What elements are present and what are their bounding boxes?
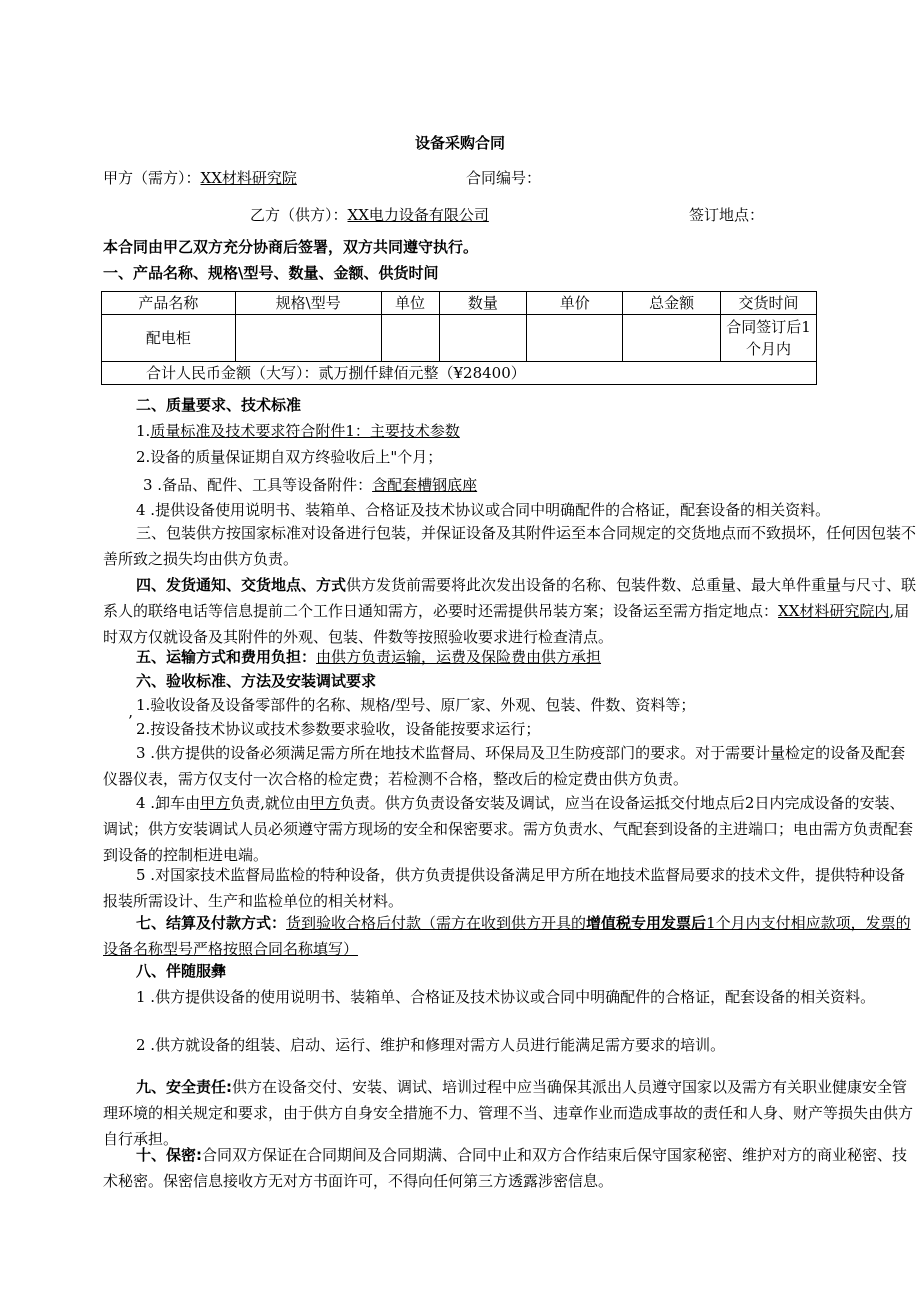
section-9-heading: 九、安全责任: — [136, 1078, 232, 1096]
section-2-item-4: 4 .提供设备使用说明书、装箱单、合格证及技术协议或合同中明确配件的合格证，配套设备的相关资料。 — [136, 501, 831, 519]
unit-price-cell — [527, 315, 623, 362]
section-6-item-1: 1.验收设备及设备零部件的名称、规格/型号、原厂家、外观、包装、件数、资料等； — [136, 696, 696, 714]
section-8-heading — [103, 958, 918, 984]
quality-standard-text: 质量标准及技术要求符合附件1：主要技术参数 — [150, 422, 460, 440]
spec-cell — [235, 315, 381, 362]
payment-detail-end: 1个月内支付相应款项，发票的设备名称型号严格按照合同名称填写） — [103, 914, 911, 958]
total-amount-text: 合计人民币金额（大写）：贰万捌仟肆佰元整（¥28400） — [102, 362, 817, 385]
item-4-text: 负责,就位由 — [230, 794, 310, 812]
section-2-item-3 — [103, 472, 918, 498]
product-table — [101, 291, 817, 385]
section-4-text-end: ,届时双方仅就设备及其附件的外观、包装、件数等按照验收要求进行检查清点。 — [103, 602, 910, 646]
section-3-text: 供方按国家标准对设备进行包装，并保证设备及其附件运至本合同规定的交货地点而不致损坏，任何因包装不善所致之损失均由供方负责。 — [103, 524, 917, 568]
section-4-text: 供方发货前需要将此次发出设备的名称、包装件数、总重量、最大单件重量与尺寸、联系人的联络电话等信息提前二个工作日通知需方，必要时还需提供吊装方案；设备运至需方指定地点： — [103, 576, 917, 620]
stray-mark: ’ — [128, 712, 133, 730]
item-prefix: 1. — [136, 422, 151, 440]
section-3 — [103, 520, 918, 572]
contract-number-label: 合同编号： — [466, 169, 542, 187]
document-title: 设备采购合同 — [414, 134, 505, 152]
quantity-cell — [439, 315, 527, 362]
party-a-label: 甲方（需方）： — [103, 169, 201, 187]
section-1-heading: 一、产品名称、规格\型号、数量、金额、供货时间 — [103, 264, 439, 282]
section-3-heading: 三、包装 — [136, 524, 197, 542]
invoice-type: 增值税专用发票后 — [586, 914, 707, 932]
sign-place-label: 签订地点： — [689, 206, 765, 224]
product-name-cell: 配电柜 — [102, 315, 236, 362]
section-2-heading — [103, 392, 918, 418]
section-6-heading — [103, 668, 918, 694]
section-5-heading: 五、运输方式和费用负担： — [136, 648, 317, 666]
item-4-text: 4 .卸车由 — [136, 794, 201, 812]
table-total-row — [102, 362, 817, 385]
section-6-item-3: 3 .供方提供的设备必须满足需方所在地技术监督局、环保局及卫生防疫部门的要求。对于需要计量检定的设备及配套仪器仪表，需方仅支付一次合格的检定费；若检测不合格，整改后的检定费由供方负责。 — [103, 744, 906, 788]
section-10-heading: 十、保密: — [136, 1146, 202, 1164]
section-6-item-5: 5 .对国家技术监督局监检的特种设备，供方负责提供设备满足甲方所在地技术监督局要求的技术文件，提供特种设备报装所需设计、生产和监检单位的相关材料。 — [103, 866, 906, 910]
section-7-heading: 七、结算及付款方式： — [136, 914, 287, 932]
item-4-text: 负责。供方负责设备安装及调试，应当在设备运抵交付地点后2日内完成设备的安装、调试；供方安装调试人员必须遵守需方现场的安全和保密要求。需方负责水、气配套到设备的主进端口；电由需方负责配套到设备的控制柜进电端。 — [103, 794, 914, 864]
party-b-line — [250, 203, 489, 227]
table-header-cell: 数量 — [439, 292, 527, 315]
section-8-heading-text: 八、伴随服彝 — [136, 962, 227, 980]
section-6-heading-text: 六、验收标准、方法及安装调试要求 — [136, 672, 377, 690]
section-7 — [103, 910, 918, 962]
item-3-value: 含配套槽钢底座 — [372, 476, 478, 494]
section-8-item-1: 1 .供方提供设备的使用说明书、装箱单、合格证及技术协议或合同中明确配件的合格证，配套设备的相关资料。 — [136, 988, 876, 1006]
table-header-cell: 单位 — [381, 292, 439, 315]
section-6-item-4 — [103, 790, 918, 868]
intro-statement: 本合同由甲乙双方充分协商后签署，双方共同遵守执行。 — [103, 238, 479, 256]
section-9 — [103, 1074, 918, 1152]
section-2-heading-text: 二、质量要求、技术标准 — [136, 396, 302, 414]
item-4-party: 甲方 — [200, 794, 231, 812]
unit-cell — [381, 315, 439, 362]
section-5 — [103, 644, 918, 670]
delivery-place: XX材料研究院内 — [778, 602, 890, 620]
total-amount-cell — [623, 315, 721, 362]
party-b-label: 乙方（供方）： — [250, 206, 348, 224]
table-header-cell: 交货时间 — [721, 292, 817, 315]
table-header-cell: 总金额 — [623, 292, 721, 315]
delivery-time-cell: 合同签订后1个月内 — [721, 315, 817, 362]
payment-condition: 货到验收合格后付款 — [286, 914, 422, 932]
table-header-cell: 单价 — [527, 292, 623, 315]
payment-detail: （需方在收到供方开具的 — [421, 914, 587, 932]
section-8-item-2: 2 .供方就设备的组装、启动、运行、维护和修理对需方人员进行能满足需方要求的培训。 — [136, 1036, 726, 1054]
table-header-cell: 产品名称 — [102, 292, 236, 315]
section-4 — [103, 572, 918, 650]
item-4-party: 甲方 — [309, 794, 340, 812]
section-10 — [103, 1142, 918, 1194]
section-2-item-2: 2.设备的质量保证期自双方终验收后上"个月； — [136, 448, 443, 466]
table-header-row — [102, 292, 817, 315]
section-10-text: 合同双方保证在合同期间及合同期满、合同中止和双方合作结束后保守国家秘密、维护对方的商业秘密、技术秘密。保密信息接收方无对方书面许可，不得向任何第三方透露涉密信息。 — [103, 1146, 908, 1190]
section-4-heading: 四、发货通知、交货地点、方式 — [136, 576, 347, 594]
section-9-text: 供方在设备交付、安装、调试、培训过程中应当确保其派出人员遵守国家以及需方有关职业健康安全管理环境的相关规定和要求，由于供方自身安全措施不力、管理不当、违章作业而造成事故的责任和人身、财产等损失由供方自行承担。 — [103, 1078, 914, 1148]
table-row — [102, 315, 817, 362]
section-6-item-2: 2.按设备技术协议或技术参数要求验收，设备能按要求运行； — [136, 720, 541, 738]
party-a-name: XX材料研究院 — [200, 169, 297, 187]
section-2-item-1 — [103, 418, 918, 444]
table-header-cell: 规格\型号 — [235, 292, 381, 315]
section-5-text: 由供方负责运输，运费及保险费由供方承担 — [316, 648, 602, 666]
item-3-label: 3 .备品、配件、工具等设备附件： — [143, 476, 373, 494]
party-b-name: XX电力设备有限公司 — [347, 206, 489, 224]
